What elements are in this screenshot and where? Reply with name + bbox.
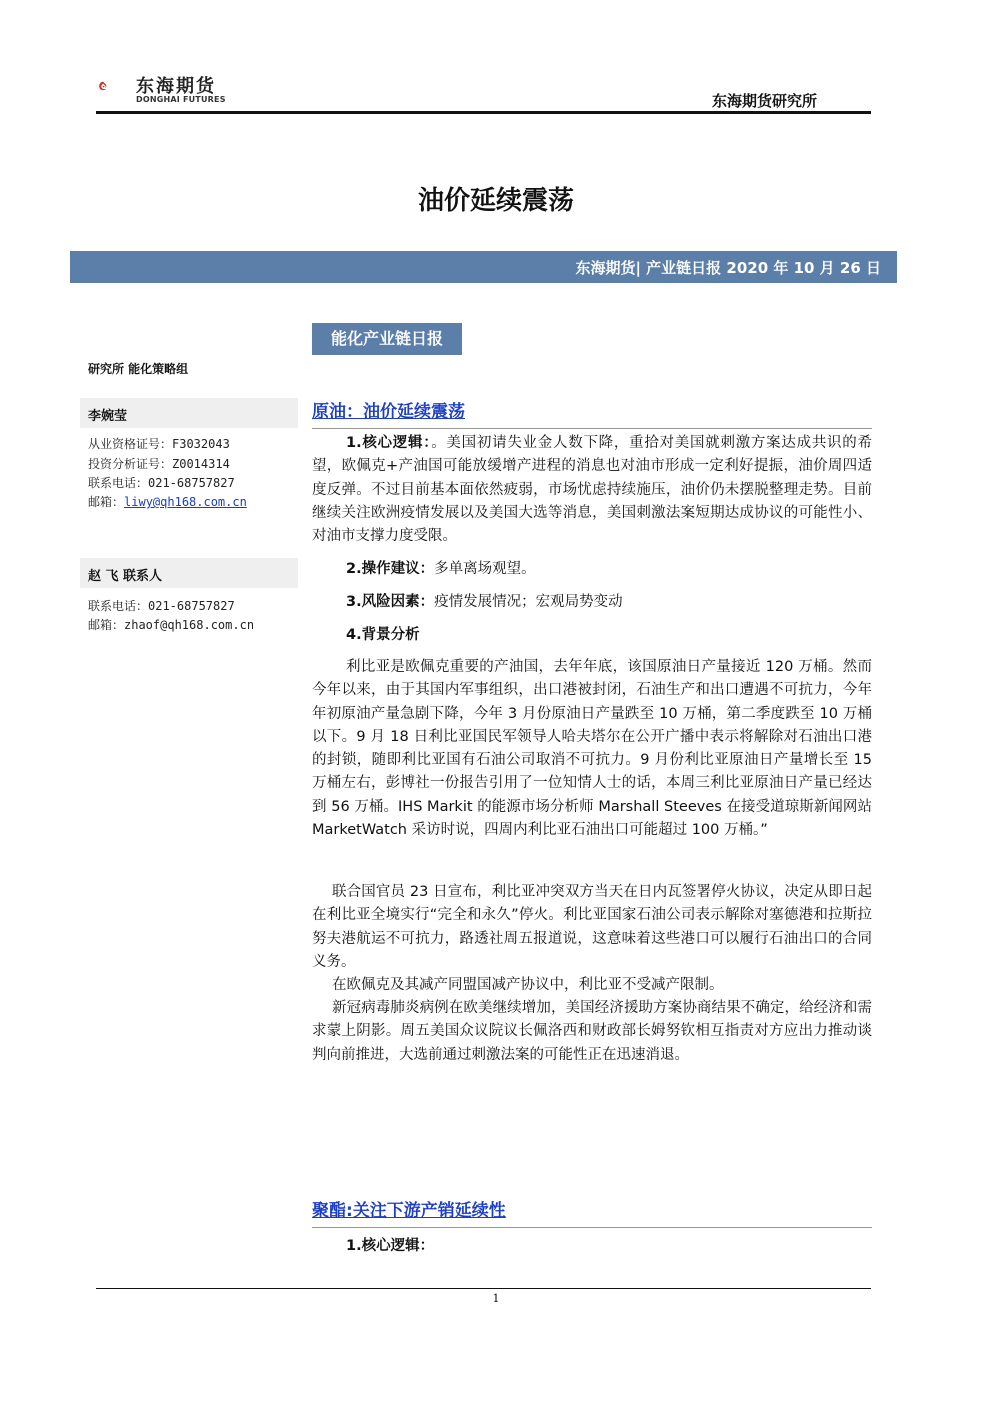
section2-rule [312,1227,872,1228]
background-paragraph-1: 利比亚是欧佩克重要的产油国，去年年底，该国原油日产量接近 120 万桶。然而今年以来，由于其国内军事组织，出口港被封闭，石油生产和出口遭遇不可抗力，今年年初原油产量急剧下降，今年 3 月份原油日产量跌至 10 万桶，第二季度跌至 10 万桶以下。9 月 18 日利比亚国民军领导人哈夫塔尔在公开广播中表示将解除对石油出口港的封锁，随即利比亚国有石油公司取消不可抗力。9 月份利比亚原油日产量增长至 15 万桶左右，彭博社一份报告引用了一位知情人士的话，本周三利比亚原油日产量已经达到 56 万桶。IHS Markit 的能源市场分析师 Marshall Steeves 在接受道琼斯新闻网站 MarketWatch 采访时说，四周内利比亚石油出口可能超过 100 万桶。” [312,659,872,839]
analyst1-email-label: 邮箱： [88,495,125,509]
background-paragraph-3: 在欧佩克及其减产同盟国减产协议中，利比亚不受减产限制。 [332,977,724,993]
operation-text: 多单离场观望。 [434,561,536,577]
analyst1-email-link[interactable]: liwy@qh168.com.cn [124,495,247,509]
risk-label: 3.风险因素： [346,594,435,610]
analyst2-phone: 联系电话：021-68757827 [88,599,235,613]
institute-name: 东海期货研究所 [711,92,817,110]
section1-core-logic [312,432,872,548]
logo-text-en: DONGHAI FUTURES [136,95,226,104]
background-label: 4.背景分析 [346,627,420,643]
document-title: 油价延续震荡 [417,186,574,216]
section2-core-logic [346,1234,434,1255]
analyst1-email-row [88,493,247,510]
core-logic-text: 。美国初请失业金人数下降，重拾对美国就刺激方案达成共识的希望，欧佩克+产油国可能放缓增产进程的消息也对油市形成一定利好提振，油价周四适度反弹。不过目前基本面依然疲弱，市场忧虑持续施压，油价仍未摆脱整理走势。目前继续关注欧洲疫情发展以及美国大选等消息，美国刺激法案短期达成协议的可能性小、对油市支撑力度受限。 [312,435,872,545]
page-number: 1 [492,1292,500,1305]
operation-label: 2.操作建议： [346,561,435,577]
logo-text-cn: 东海期货 [136,76,216,97]
analyst1-invest-cert: 投资分析证号：Z0014314 [88,457,230,471]
background-paragraph-2: 联合国官员 23 日宣布，利比亚冲突双方当天在日内瓦签署停火协议，决定从即日起在利比亚全境实行“完全和永久”停火。利比亚国家石油公司表示解除对塞德港和拉斯拉努夫港航运不可抗力，路透社周五报道说，这意味着这些港口可以履行石油出口的合同义务。 [312,884,872,970]
section1-rule [312,428,872,429]
category-tag: 能化产业链日报 [312,323,462,355]
section2-title[interactable]: 聚酯:关注下游产销延续性 [312,1201,506,1221]
section1-operation [346,557,536,578]
analyst1-cert: 从业资格证号：F3032043 [88,437,230,451]
report-banner [70,251,897,283]
section2-core-label: 1.核心逻辑： [346,1238,435,1254]
header-rule [96,111,871,114]
footer-rule [96,1288,871,1289]
research-group: 研究所 能化策略组 [88,362,189,376]
background-paragraph-4: 新冠病毒肺炎病例在欧美继续增加，美国经济援助方案协商结果不确定，给经济和需求蒙上阴影。周五美国众议院议长佩洛西和财政部长姆努钦相互指责对方应出力推动谈判向前推进，大选前通过刺激法案的可能性正在迅速消退。 [312,1000,872,1063]
banner-text: 东海期货| 产业链日报 2020 年 10 月 26 日 [575,259,881,277]
donghai-logo-icon [98,66,134,106]
section1-risk [346,590,623,611]
section1-title[interactable]: 原油：油价延续震荡 [312,402,465,422]
analyst2-name: 赵 飞 联系人 [88,569,163,584]
risk-text: 疫情发展情况；宏观局势变动 [434,594,623,610]
analyst1-phone: 联系电话：021-68757827 [88,476,235,490]
analyst1-name: 李婉莹 [88,409,128,424]
core-logic-label: 1.核心逻辑： [346,435,432,451]
analyst2-email: 邮箱：zhaof@qh168.com.cn [88,618,255,632]
section1-background-head [346,623,420,644]
analyst1-header [80,398,298,428]
analyst2-header [80,558,298,588]
